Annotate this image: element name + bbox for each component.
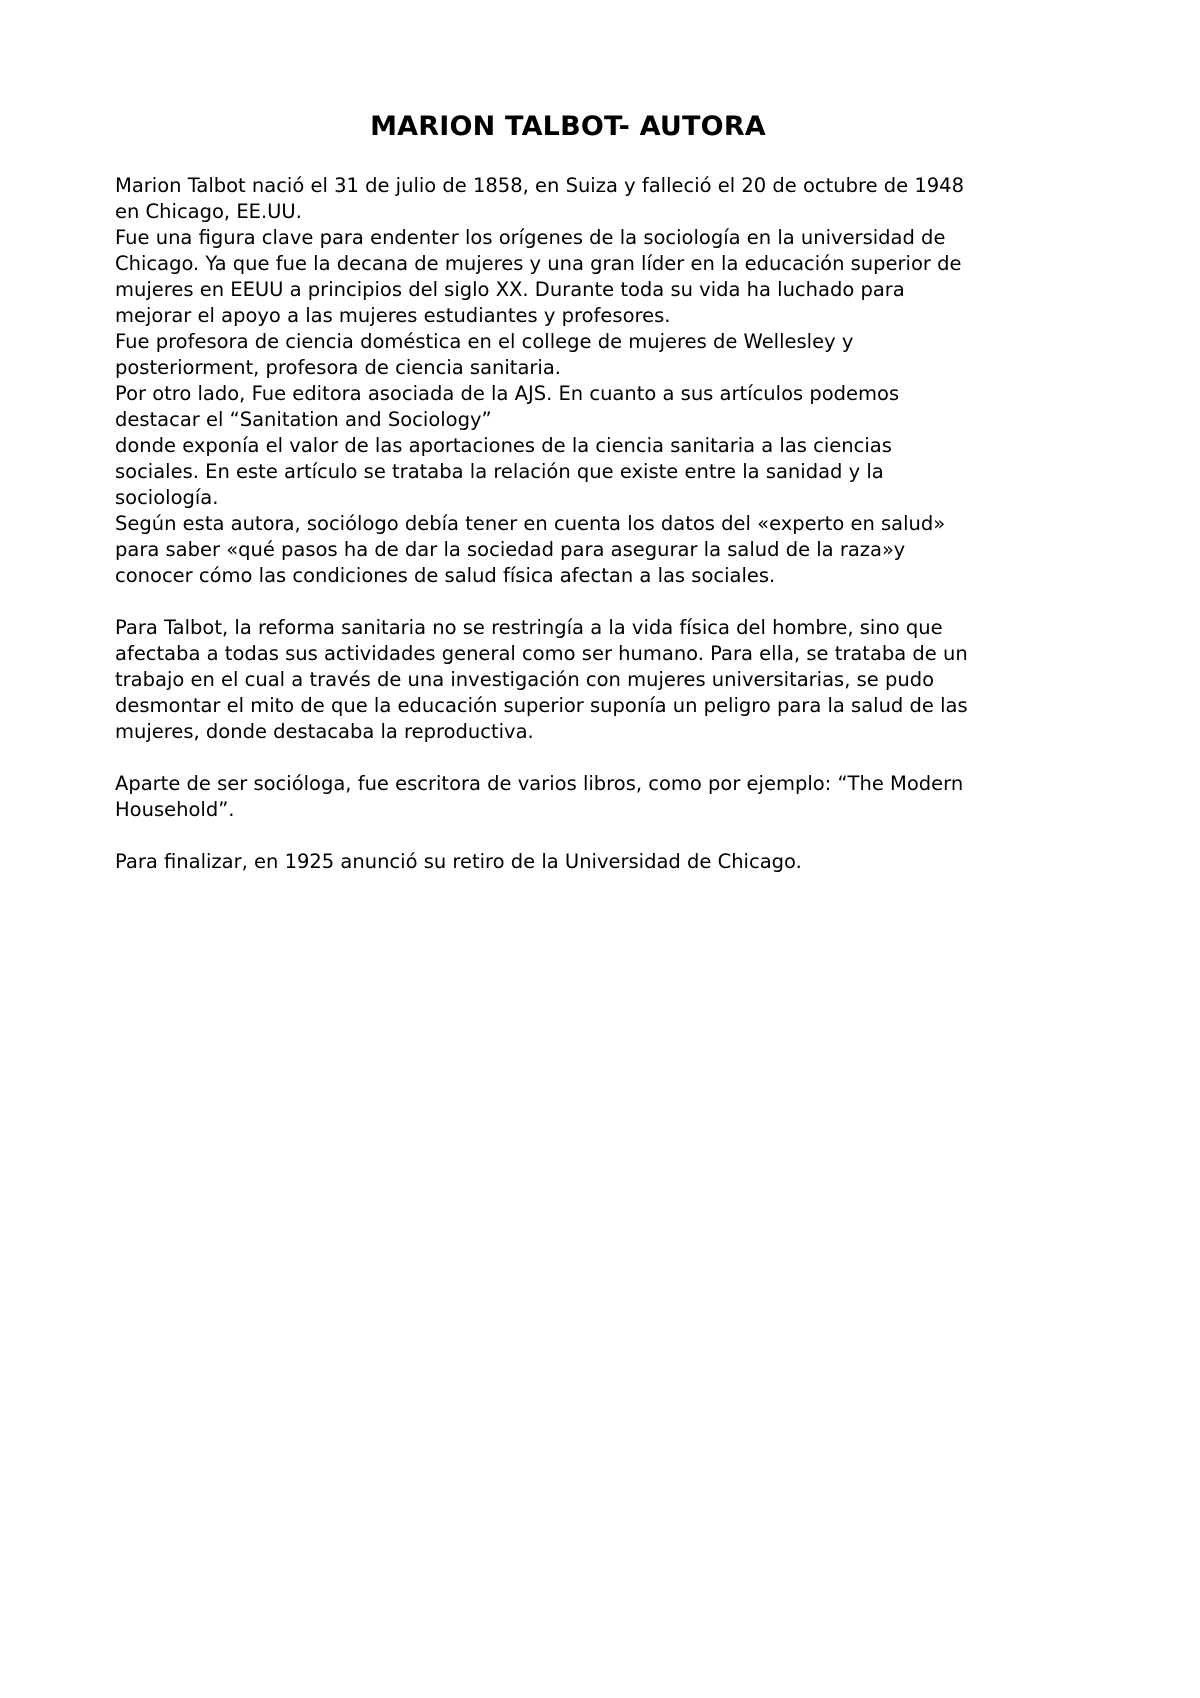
text-line: posteriorment, profesora de ciencia sanitaria. (115, 356, 561, 379)
text-line: Fue una figura clave para endenter los orígenes de la sociología en la universidad de (115, 226, 946, 249)
paragraph-gap (115, 589, 1115, 615)
text-line: Aparte de ser socióloga, fue escritora de varios libros, como por ejemplo: “The Modern (115, 772, 964, 795)
text-line: destacar el “Sanitation and Sociology” (115, 408, 492, 431)
text-line: en Chicago, EE.UU. (115, 200, 302, 223)
text-line: sociología. (115, 486, 219, 509)
text-line: Por otro lado, Fue editora asociada de la AJS. En cuanto a sus artículos podemos (115, 382, 900, 405)
text-line: Household”. (115, 798, 235, 821)
text-line: trabajo en el cual a través de una investigación con mujeres universitarias, se pudo (115, 668, 935, 691)
paragraph-gap (115, 823, 1115, 849)
text-line: desmontar el mito de que la educación superior suponía un peligro para la salud de las (115, 694, 968, 717)
text-line: afectaba a todas sus actividades general como ser humano. Para ella, se trataba de un (115, 642, 968, 665)
text-line: Fue profesora de ciencia doméstica en el college de mujeres de Wellesley y (115, 330, 854, 353)
text-line: donde exponía el valor de las aportaciones de la ciencia sanitaria a las ciencias (115, 434, 892, 457)
text-line: para saber «qué pasos ha de dar la sociedad para asegurar la salud de la raza»y (115, 538, 906, 561)
document-title: MARION TALBOT- AUTORA (370, 111, 766, 142)
text-line: sociales. En este artículo se trataba la relación que existe entre la sanidad y la (115, 460, 884, 483)
text-line: Para Talbot, la reforma sanitaria no se restringía a la vida física del hombre, sino que (115, 616, 943, 639)
text-line: Según esta autora, sociólogo debía tener en cuenta los datos del «experto en salud» (115, 512, 946, 535)
text-line: Marion Talbot nació el 31 de julio de 1858, en Suiza y falleció el 20 de octubre de 1948 (115, 174, 964, 197)
text-line: conocer cómo las condiciones de salud física afectan a las sociales. (115, 564, 776, 587)
document-body (115, 173, 1115, 875)
text-line: Para finalizar, en 1925 anunció su retiro de la Universidad de Chicago. (115, 850, 802, 873)
text-line: Chicago. Ya que fue la decana de mujeres y una gran líder en la educación superior de (115, 252, 962, 275)
text-line: mejorar el apoyo a las mujeres estudiantes y profesores. (115, 304, 671, 327)
paragraph-gap (115, 745, 1115, 771)
text-line: mujeres, donde destacaba la reproductiva. (115, 720, 534, 743)
text-line: mujeres en EEUU a principios del siglo XX. Durante toda su vida ha luchado para (115, 278, 905, 301)
